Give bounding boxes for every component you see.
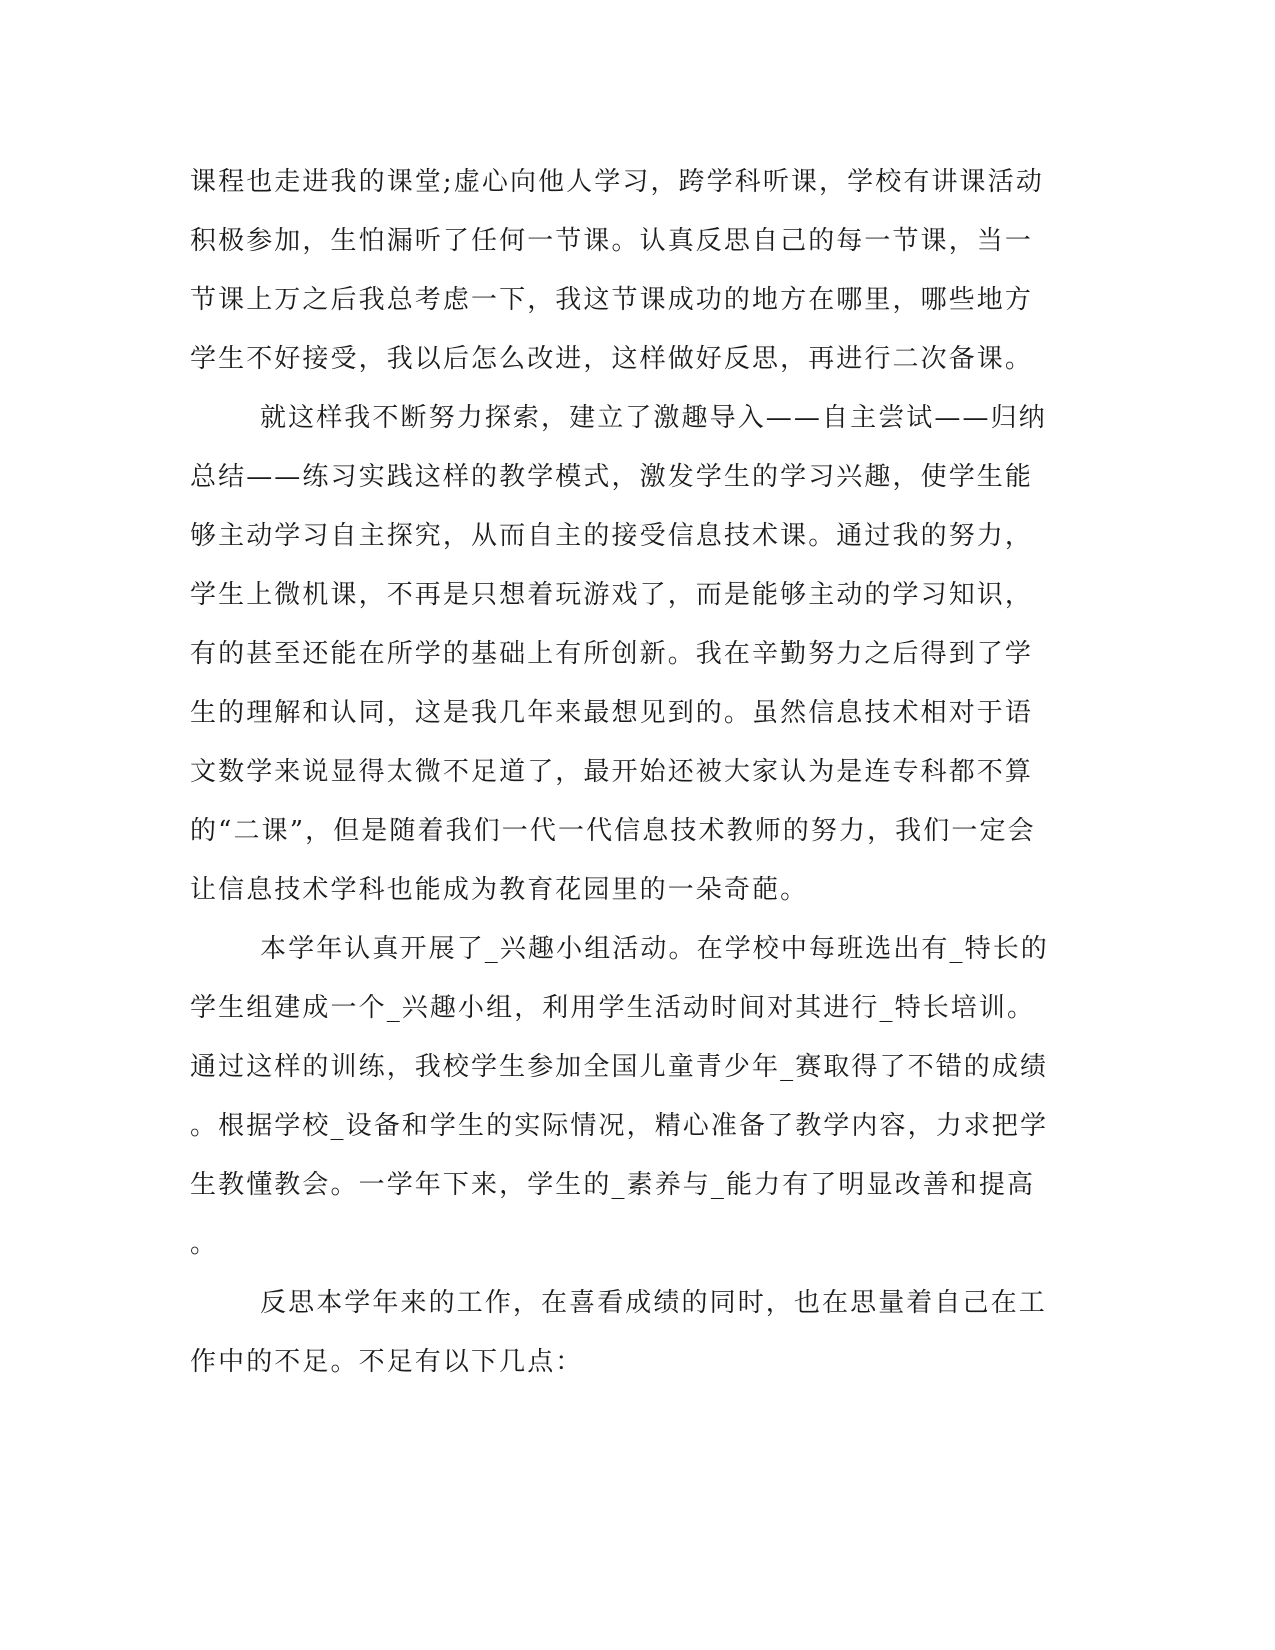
text-line: 让信息技术学科也能成为教育花园里的一朵奇葩。 bbox=[190, 875, 809, 905]
text-line: 课程也走进我的课堂;虚心向他人学习，跨学科听课，学校有讲课活动 bbox=[190, 167, 1044, 197]
text-line: 。根据学校_设备和学生的实际情况，精心准备了教学内容，力求把学 bbox=[190, 1111, 1049, 1141]
text-line: 生的理解和认同，这是我几年来最想见到的。虽然信息技术相对于语 bbox=[190, 698, 1034, 728]
text-line: 通过这样的训练，我校学生参加全国儿童青少年_赛取得了不错的成绩 bbox=[190, 1052, 1049, 1082]
text-line: 学生上微机课，不再是只想着玩游戏了，而是能够主动的学习知识， bbox=[190, 580, 1034, 610]
paragraph-first-line: 就这样我不断努力探索，建立了激趣导入——自主尝试——归纳 bbox=[260, 403, 1047, 433]
text-line: 总结——练习实践这样的教学模式，激发学生的学习兴趣，使学生能 bbox=[190, 462, 1034, 492]
paragraph-first-line: 本学年认真开展了_兴趣小组活动。在学校中每班选出有_特长的 bbox=[260, 934, 1049, 964]
paragraph-first-line: 反思本学年来的工作，在喜看成绩的同时，也在思量着自己在工 bbox=[260, 1288, 1047, 1318]
text-line: 有的甚至还能在所学的基础上有所创新。我在辛勤努力之后得到了学 bbox=[190, 639, 1034, 669]
text-line: 作中的不足。不足有以下几点： bbox=[190, 1347, 584, 1377]
text-line: 节课上万之后我总考虑一下，我这节课成功的地方在哪里，哪些地方 bbox=[190, 285, 1034, 315]
text-line: 学生不好接受，我以后怎么改进，这样做好反思，再进行二次备课。 bbox=[190, 344, 1034, 374]
text-line: 够主动学习自主探究，从而自主的接受信息技术课。通过我的努力， bbox=[190, 521, 1034, 551]
text-line: 积极参加，生怕漏听了任何一节课。认真反思自己的每一节课，当一 bbox=[190, 226, 1034, 256]
text-line: 文数学来说显得太微不足道了，最开始还被大家认为是连专科都不算 bbox=[190, 757, 1034, 787]
text-line: 的“二课”，但是随着我们一代一代信息技术教师的努力，我们一定会 bbox=[190, 816, 1036, 846]
text-line: 生教懂教会。一学年下来，学生的_素养与_能力有了明显改善和提高 bbox=[190, 1170, 1036, 1200]
text-line: 学生组建成一个_兴趣小组，利用学生活动时间对其进行_特长培训。 bbox=[190, 993, 1036, 1023]
text-line: 。 bbox=[190, 1229, 219, 1259]
